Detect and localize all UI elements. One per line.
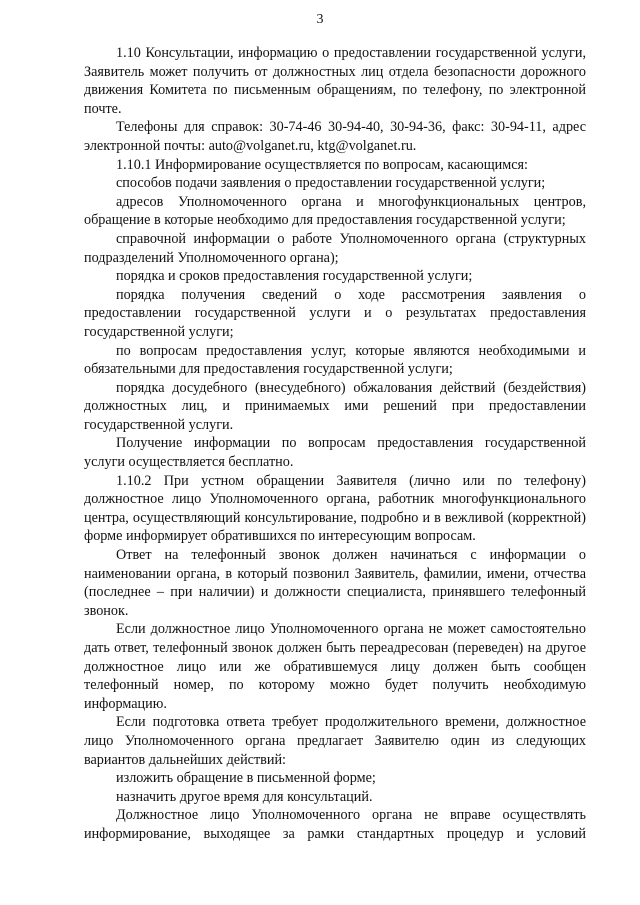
paragraph-redirect: Если должностное лицо Уполномоченного органа не может самостоятельно дать ответ, телефонный звонок должен быть переадресован (переведен) на другое должностное лицо или же обратившемуся лицу должен быть сообщен телефонный номер, по которому можно будет получить необходимую информацию. [84,621,586,712]
paragraph-1-10: 1.10 Консультации, информацию о предоставлении государственной услуги, Заявитель может получить от должностных лиц отдела безопасности дорожного движения Комитета по письменным обращениям, по телефону, по электронной почте. [84,45,586,117]
list-item-submission-methods: способов подачи заявления о предоставлении государственной услуги; [116,175,546,192]
list-item-other-time: назначить другое время для консультаций. [116,788,373,805]
list-item-written-form: изложить обращение в письменной форме; [116,770,376,787]
list-item-addresses: адресов Уполномоченного органа и многофункциональных центров, обращение в которые необходимо для предоставления государственной услуги; [84,193,586,229]
list-item-reference-info: справочной информации о работе Уполномоченного органа (структурных подразделений Уполномоченного органа); [84,230,586,266]
paragraph-free-of-charge: Получение информации по вопросам предоставления государственной услуги осуществляется бесплатно. [84,435,586,471]
paragraph-phone-answer: Ответ на телефонный звонок должен начинаться с информации о наименовании органа, в который позвонил Заявитель, фамилии, имени, отчества (последнее – при наличии) и должности специалиста, принявшего телефонный звонок. [84,547,586,619]
list-item-order-and-terms: порядка и сроков предоставления государственной услуги; [116,268,473,285]
paragraph-1-10-1: 1.10.1 Информирование осуществляется по вопросам, касающимся: [116,156,528,173]
paragraph-restriction: Должностное лицо Уполномоченного органа не вправе осуществлять информирование, выходящее за рамки стандартных процедур и условий [84,807,586,842]
list-item-required-services: по вопросам предоставления услуг, которые являются необходимыми и обязательными для предоставления государственной услуги; [84,342,586,378]
paragraph-1-10-2: 1.10.2 При устном обращении Заявителя (лично или по телефону) должностное лицо Уполномоченного органа, работник многофункционального центра, осуществляющий консультирование, подробно и в вежливой (корректной) форме информирует обратившихся по интересующим вопросам. [84,472,586,545]
paragraph-long-answer: Если подготовка ответа требует продолжительного времени, должностное лицо Уполномоченного органа предлагает Заявителю один из следующих вариантов дальнейших действий: [84,714,586,768]
document-body [84,44,586,844]
page-number: 3 [316,12,324,27]
list-item-progress-info: порядка получения сведений о ходе рассмотрения заявления о предоставлении государственной услуги и о результатах предоставления государственной услуги; [84,286,586,340]
paragraph-phones: Телефоны для справок: 30-74-46 30-94-40, 30-94-36, факс: 30-94-11, адрес электронной почты: auto@volganet.ru, ktg@volganet.ru. [84,119,586,154]
list-item-appeal-procedure: порядка досудебного (внесудебного) обжалования действий (бездействия) должностных лиц, и принимаемых ими решений при предоставлении государственной услуги. [84,379,586,433]
